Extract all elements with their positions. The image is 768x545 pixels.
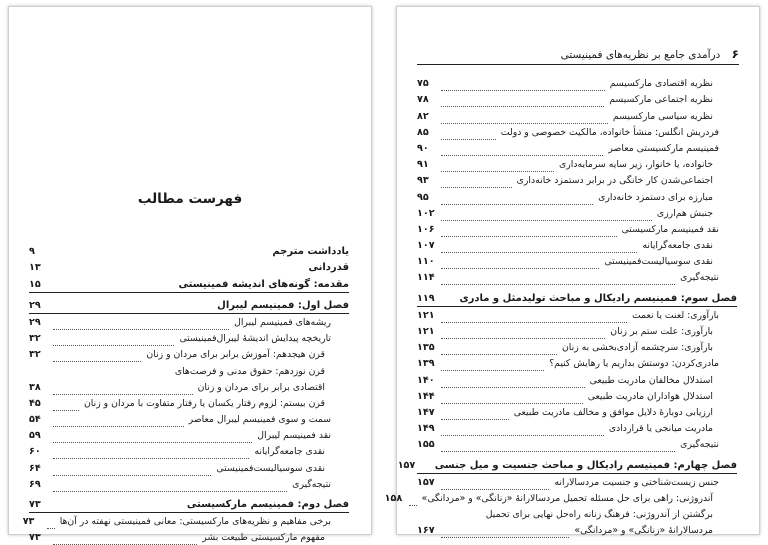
toc-entry-title: قدردانی	[308, 262, 349, 274]
dot-leader	[422, 463, 430, 473]
toc-entry-page: ۱۳۵	[417, 342, 435, 354]
toc-entry-page: ۱۵	[29, 278, 41, 290]
running-head-title: درآمدی جامع بر نظریه‌های فمینیستی	[560, 49, 721, 61]
page-number: ۶	[731, 47, 739, 61]
toc-entry-page: ۷۳	[29, 499, 41, 510]
toc-entry-page: ۱۳	[29, 262, 41, 274]
toc-entry-page: ۱۵۵	[417, 439, 435, 451]
toc-entry-page: ۱۵۷	[397, 459, 416, 471]
toc-entry	[417, 436, 737, 452]
toc-entry-title: بارآوری: سرچشمه آزادی‌بخشی به زنان	[561, 342, 713, 354]
toc-entry	[417, 221, 737, 237]
toc-entry-title: بارآوری: علت ستم بر زنان	[610, 326, 713, 337]
toc-entry	[29, 346, 349, 362]
toc-entry	[417, 269, 737, 285]
toc-entry	[29, 476, 349, 492]
toc-entry-title: قرن بیستم: لزوم رفتار یکسان یا رفتار متفاوت با مردان و زنان	[83, 397, 325, 409]
dot-leader	[53, 465, 211, 476]
dot-leader	[53, 351, 141, 362]
toc-entry-page: ۱۴۴	[417, 390, 435, 402]
toc-entry-page: ۲۹	[29, 299, 41, 311]
toc-entry	[417, 420, 737, 436]
toc-entry	[417, 237, 737, 253]
toc-entry-title: مبارزه برای دستمزد خانه‌داری	[598, 191, 713, 203]
dot-leader	[441, 393, 583, 404]
toc-entry-title: آندروژنی: راهی برای حل مسئله تحمیل مردسالارانهٔ «زنانگی» و «مردانگی»	[421, 492, 713, 504]
dot-leader	[53, 335, 174, 346]
dot-leader	[441, 210, 652, 221]
toc-entry-page: ۹۱	[417, 159, 429, 171]
dot-leader	[441, 312, 627, 323]
left-page	[8, 6, 372, 544]
toc-entry-page: ۷۳	[22, 516, 35, 528]
dot-leader	[53, 432, 252, 443]
toc-entry	[384, 490, 737, 506]
toc-entry-title: نقدی جامعه‌گرایانه	[642, 240, 713, 252]
toc-entry	[29, 330, 349, 346]
toc-entry	[29, 496, 349, 513]
toc-entry	[29, 427, 349, 443]
toc-entry-page: ۱۰۲	[417, 207, 435, 219]
dot-leader	[441, 194, 593, 205]
toc-entry-title: برخی مفاهیم و نظریه‌های مارکسیستی: معانی فمینیستی نهفته در آن‌ها	[59, 516, 331, 528]
toc-entry-page: ۵۹	[29, 430, 41, 442]
toc-entry-page: ۱۱۰	[417, 256, 435, 268]
toc-entry-title: قرن هیجدهم: آموزش برابر برای مردان و زنان	[146, 349, 325, 361]
toc-entry	[417, 107, 737, 123]
dot-leader	[53, 249, 267, 259]
dot-leader	[441, 258, 599, 269]
toc-entry	[417, 124, 737, 140]
dot-leader	[47, 518, 55, 529]
toc-entry-page: ۳۲	[29, 333, 41, 345]
toc-entry	[417, 522, 737, 538]
toc-entry	[29, 243, 349, 259]
toc-entry	[29, 395, 349, 411]
toc-entry-page: ۱۲۱	[417, 326, 435, 337]
toc-entry-page: ۲۹	[29, 316, 41, 328]
toc-entry-title: نقدی سوسیالیست‌فمینیستی	[216, 462, 325, 474]
dot-leader	[53, 502, 182, 512]
toc-entry-title: نظریه سیاسی مارکسیسم	[612, 110, 713, 122]
toc-entry-page: ۸۵	[417, 126, 429, 138]
toc-list-right	[384, 75, 737, 538]
toc-list-left	[22, 243, 349, 545]
dot-leader	[441, 409, 509, 420]
toc-entry-page: ۶۰	[29, 446, 41, 458]
toc-entry	[417, 156, 737, 172]
toc-entry-page: ۱۱۴	[417, 272, 435, 284]
toc-entry-title: فصل چهارم: فمینیسم رادیکال و مباحث جنسیت و میل جنسی	[434, 459, 737, 471]
toc-entry-page: ۱۲۱	[417, 309, 435, 321]
toc-entry	[417, 323, 737, 339]
toc-entry	[417, 140, 737, 156]
toc-entry-title: قرن نوزدهم: حقوق مدنی و فرصت‌های	[174, 365, 325, 377]
toc-entry-page: ۷۳	[29, 532, 41, 544]
toc-entry-title: اجتماعی‌شدن کار خانگی در برابر دستمزد خانه‌داری	[516, 175, 713, 187]
toc-entry	[417, 506, 737, 522]
running-head	[417, 47, 739, 65]
toc-entry-title: مقدمه: گونه‌های اندیشه فمینیستی	[178, 278, 349, 290]
toc-entry-title: ارزیابی دوبارهٔ دلایل موافق و مخالف مادریت طبیعی	[513, 406, 713, 418]
toc-entry-page: ۱۱۹	[417, 292, 435, 304]
toc-entry-title: استدلال مخالفان مادریت طبیعی	[589, 374, 713, 386]
dot-leader	[441, 242, 637, 253]
toc-entry-page: ۱۶۷	[417, 525, 435, 537]
toc-entry	[29, 529, 349, 545]
dot-leader	[53, 384, 193, 395]
dot-leader	[441, 161, 554, 172]
toc-entry-page: ۶۹	[29, 478, 41, 490]
toc-entry	[29, 379, 349, 395]
toc-entry-page: ۱۵۸	[384, 492, 403, 504]
toc-entry-title: نقدی سوسیالیست‌فمینیستی	[604, 256, 713, 268]
dot-leader	[441, 296, 454, 306]
toc-entry-title: مردسالارانهٔ «زنانگی» و «مردانگی»	[574, 525, 713, 537]
dot-leader	[441, 512, 481, 522]
dot-leader	[53, 265, 303, 275]
toc-entry	[29, 297, 349, 314]
toc-entry-title: نظریه اقتصادی مارکسیسم	[609, 78, 713, 90]
toc-entry	[29, 362, 349, 378]
toc-entry-page: ۱۰۷	[417, 240, 435, 252]
toc-entry-page: ۹	[29, 246, 35, 258]
toc-entry	[417, 91, 737, 107]
dot-leader	[441, 145, 603, 156]
toc-entry	[417, 289, 737, 306]
dot-leader	[441, 377, 585, 388]
toc-entry-title: فصل سوم: فمینیسم رادیکال و مباحث تولیدمثل و مادری	[459, 292, 737, 304]
toc-entry-title: ریشه‌های فمینیسم لیبرال	[234, 316, 331, 328]
toc-entry	[29, 259, 349, 275]
dot-leader	[53, 534, 197, 545]
dot-leader	[441, 479, 549, 490]
dot-leader	[441, 425, 604, 436]
dot-leader	[441, 177, 512, 188]
toc-entry-page: ۱۳۹	[417, 358, 435, 370]
dot-leader	[441, 129, 496, 140]
toc-entry-title: سمت و سوی فمینیسم لیبرال معاصر	[188, 414, 331, 426]
dot-leader	[441, 360, 544, 371]
toc-entry	[417, 339, 737, 355]
toc-entry-page: ۱۴۰	[417, 374, 435, 386]
dot-leader	[53, 448, 249, 459]
toc-entry	[417, 188, 737, 204]
toc-entry-page: ۳۲	[29, 349, 41, 361]
toc-entry-title: نظریه اجتماعی مارکسیسم	[609, 94, 713, 106]
dot-leader	[53, 416, 184, 427]
dot-leader	[441, 113, 608, 124]
toc-entry	[417, 404, 737, 420]
toc-entry-title: جنبش هم‌ارزی	[656, 207, 713, 219]
book-spine	[382, 0, 384, 541]
toc-entry	[397, 456, 737, 473]
dot-leader	[441, 344, 557, 355]
toc-entry-title: نقدی جامعه‌گرایانه	[254, 446, 325, 458]
toc-entry-page: ۹۳	[417, 175, 429, 187]
toc-entry-title: نقد فمینیسم لیبرال	[257, 430, 331, 442]
toc-entry-title: نتیجه‌گیری	[680, 439, 719, 451]
toc-entry	[22, 513, 349, 529]
toc-entry	[417, 355, 737, 371]
toc-entry-page: ۴۵	[29, 397, 41, 409]
dot-leader	[441, 96, 604, 107]
toc-entry-title: تاریخچه پیدایش اندیشهٔ لیبرال‌فمینیستی	[179, 333, 331, 345]
toc-entry-title: نتیجه‌گیری	[680, 272, 719, 284]
toc-entry-title: یادداشت مترجم	[272, 246, 349, 258]
dot-leader	[53, 400, 79, 411]
toc-entry-title: فصل دوم: فمینیسم مارکسیستی	[186, 499, 349, 510]
toc-entry	[29, 443, 349, 459]
toc-entry-page: ۷۵	[417, 78, 429, 90]
toc-entry-title: بارآوری: لعنت یا نعمت	[632, 309, 719, 321]
dot-leader	[409, 495, 417, 506]
toc-entry-title: جنس زیست‌شناختی و جنسیت مردسالارانه	[554, 476, 719, 488]
toc-entry	[29, 459, 349, 475]
dot-leader	[441, 274, 675, 285]
toc-entry-title: نتیجه‌گیری	[292, 478, 331, 490]
toc-entry	[29, 275, 349, 292]
dot-leader	[441, 527, 569, 538]
toc-entry-page: ۷۸	[417, 94, 429, 106]
toc-entry	[417, 371, 737, 387]
toc-entry-page: ۶۴	[29, 462, 41, 474]
toc-entry	[29, 314, 349, 330]
toc-entry-page: ۹۵	[417, 191, 429, 203]
toc-entry-page: ۳۸	[29, 381, 41, 393]
toc-entry-title: فمینیسم مارکسیستی معاصر	[608, 142, 719, 154]
toc-entry-title: استدلال هواداران مادریت طبیعی	[587, 390, 713, 402]
toc-entry	[417, 253, 737, 269]
toc-entry	[417, 172, 737, 188]
toc-entry-title: مادریت میانجی یا قراردادی	[608, 423, 713, 435]
dot-leader	[441, 328, 605, 339]
toc-entry	[417, 75, 737, 91]
dot-leader	[53, 282, 174, 292]
toc-title: فهرست مطالب	[137, 191, 243, 207]
toc-entry-title: نقد فمینیسم مارکسیستی	[621, 223, 719, 235]
toc-entry-title: فردریش انگلس: منشأ خانواده، مالکیت خصوصی و دولت	[500, 126, 719, 138]
dot-leader	[441, 226, 617, 237]
dot-leader	[441, 80, 605, 91]
toc-entry-title: خانواده، یا خانوار، زیر سایه سرمایه‌داری	[559, 159, 713, 171]
dot-leader	[53, 303, 212, 313]
toc-entry	[417, 474, 737, 490]
toc-entry-page: ۹۰	[417, 142, 429, 154]
dot-leader	[53, 319, 229, 330]
toc-entry	[417, 388, 737, 404]
toc-entry-page: ۱۴۹	[417, 423, 435, 435]
right-page	[384, 6, 760, 537]
toc-entry	[417, 205, 737, 221]
toc-entry	[29, 411, 349, 427]
dot-leader	[441, 441, 675, 452]
dot-leader	[53, 369, 170, 379]
toc-entry-title: اقتصادی برابر برای مردان و زنان	[197, 381, 325, 393]
toc-entry-title: مفهوم مارکسیستی طبیعت بشر	[202, 532, 325, 544]
toc-entry-page: ۱۵۷	[417, 476, 435, 488]
toc-entry-title: برگشتن از آندروژنی: فرهنگ زنانه راه‌حل نهایی برای تحمیل	[485, 509, 713, 521]
toc-entry-page: ۵۴	[29, 414, 41, 426]
toc-entry	[417, 307, 737, 323]
toc-entry-title: مادری‌کردن: دوستش بداریم یا رهایش کنیم؟	[549, 358, 719, 370]
toc-entry-title: فصل اول: فمینیسم لیبرال	[217, 299, 349, 311]
toc-entry-page: ۱۰۶	[417, 223, 435, 235]
dot-leader	[53, 481, 287, 492]
toc-entry-page: ۱۴۷	[417, 406, 435, 418]
toc-entry-page: ۸۲	[417, 110, 429, 122]
